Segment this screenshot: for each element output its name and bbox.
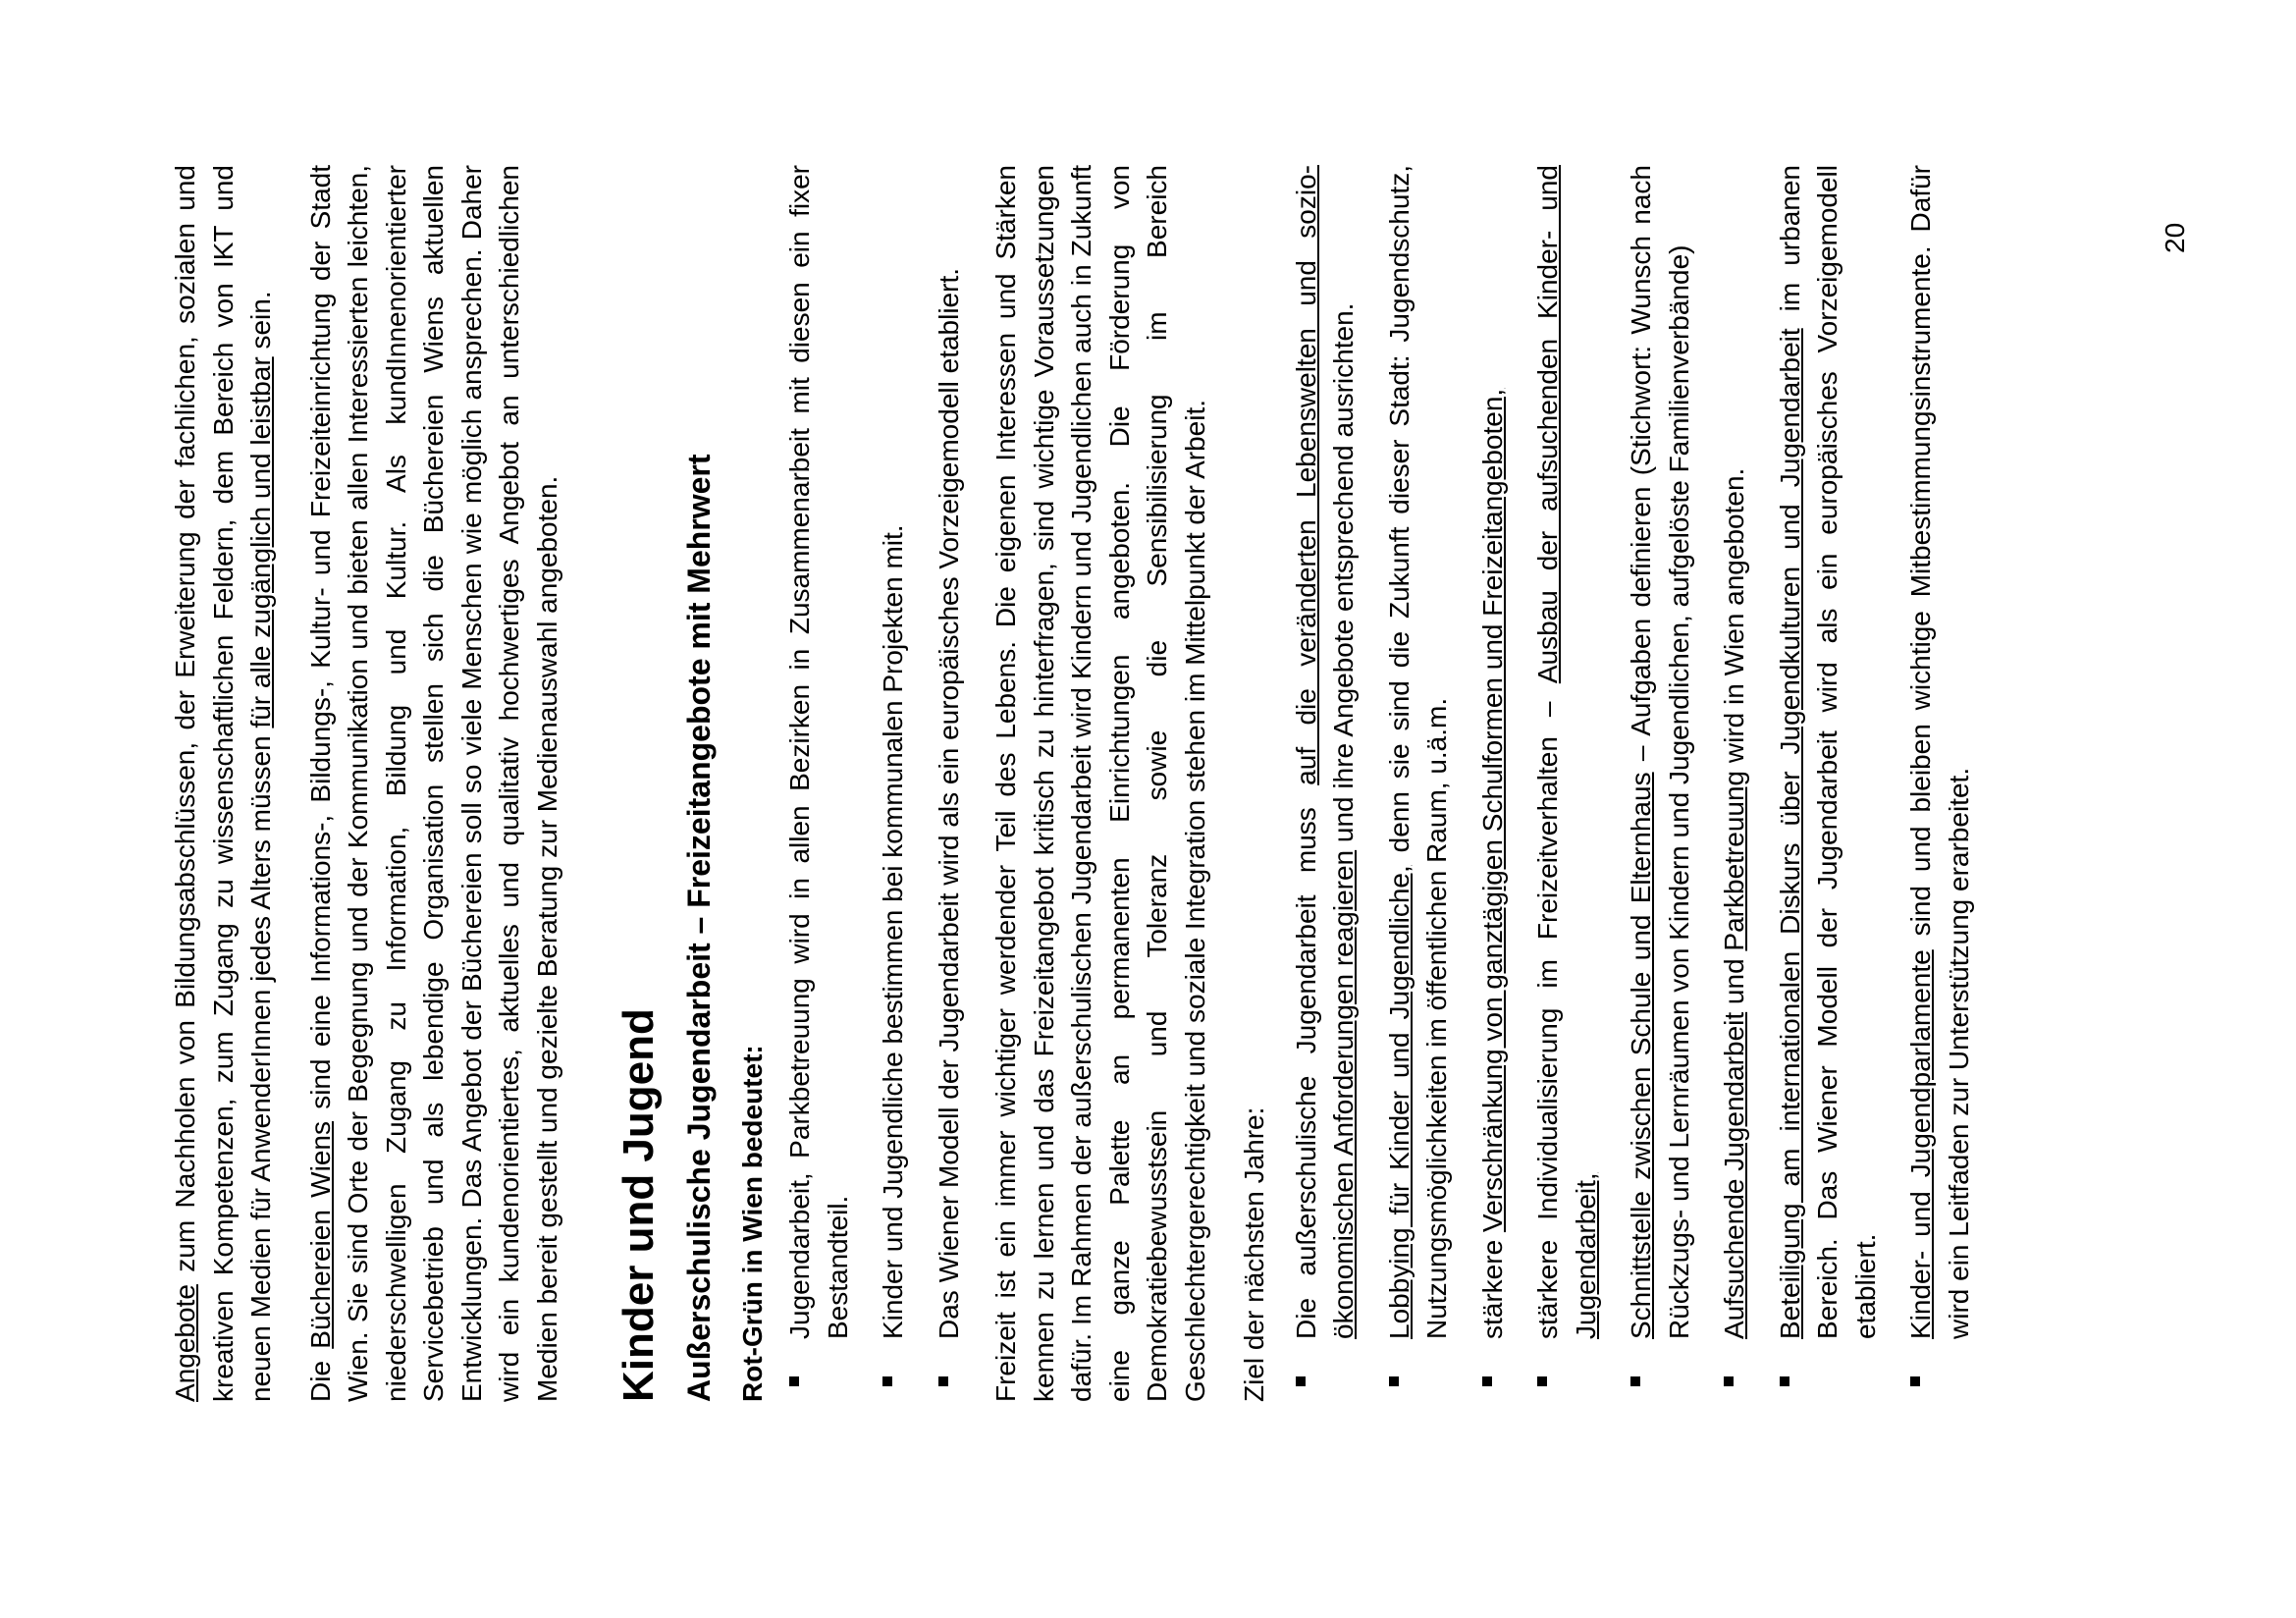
page-content [167, 165, 1998, 1402]
bullet-icon [1910, 1376, 1920, 1386]
underlined-text: Lobbying für Kinder und Jugendliche, [1383, 865, 1415, 1339]
text-run: sind und bleiben wichtige Mitbestimmungsinstrumente. Dafür wird ein Leitfaden zur Unterstützung erarbeitet. [1905, 165, 1974, 1339]
underlined-text: Aufsuchende Jugendarbeit [1719, 1011, 1750, 1339]
list-item [1772, 165, 1886, 1402]
intro-paragraph-1 [167, 165, 281, 1402]
list-item-text: Das Wiener Modell der Jugendarbeit wird als ein europäisches Vorzeigemodell etabliert. [933, 267, 964, 1339]
underlined-text: Parkbetreuung [1719, 770, 1750, 951]
section-subtitle: Außerschulische Jugendarbeit – Freizeitangebote mit Mehrwert [680, 454, 717, 1402]
ziel-heading: Ziel der nächsten Jahre: [1239, 1106, 1270, 1402]
text-run: sein. [245, 291, 276, 357]
section-title: Kinder und Jugend [614, 1008, 663, 1402]
underlined-text: Angebote [170, 1284, 200, 1402]
list-item [781, 165, 857, 1402]
page-number: 20 [2160, 222, 2190, 253]
text-run: wird in Wien angeboten. [1719, 467, 1750, 771]
list-item [875, 165, 913, 1402]
text-run: – Aufgaben definieren (Stichwort: Wunsch nach Rückzugs- und Lernräumen von Kindern und Jugendlichen, aufgelöste Familienverbände) [1626, 165, 1694, 1339]
bullet-icon [1780, 1376, 1789, 1386]
intro-paragraph-2 [302, 165, 567, 1402]
bullet-icon [1537, 1376, 1547, 1386]
bullet-icon [1389, 1376, 1399, 1386]
rotgruen-heading: Rot-Grün in Wien bedeutet: [736, 1045, 768, 1402]
list-item [1902, 165, 1978, 1402]
underlined-text: für alle zugänglich und leistbar [245, 356, 276, 728]
text-run: Die [304, 1348, 336, 1402]
text-run: stärkere [1476, 1232, 1508, 1339]
bullet-icon [882, 1376, 892, 1386]
text-run: stärkere Individualisierung im Freizeitverhalten – [1532, 683, 1564, 1339]
text-run: Die außerschulische Jugendarbeit muss [1290, 784, 1321, 1339]
list-item [931, 165, 969, 1402]
underlined-text: Kinder- und Jugendparlamente [1905, 949, 1937, 1339]
text-run: zum Nachholen von Bildungsabschlüssen, der Erweiterung der fachlichen, sozialen und kreativen Kompetenzen, zum Zugang zu wissenschaftlichen Feldern, dem Bereich von IKT und neuen Medien für AnwenderInnen jedes Alters müssen [170, 165, 276, 1402]
ziel-list [1288, 165, 1979, 1402]
list-item-text: Jugendarbeit, Parkbetreuung wird in allen Bezirken in Zusammenarbeit mit diesen ein fixer Bestandteil. [784, 165, 853, 1339]
bullet-icon [1482, 1376, 1492, 1386]
text-run: im urbanen Bereich. Das Wiener Modell der Jugendarbeit wird als ein europäisches Vorzeigemodell etabliert. [1774, 165, 1881, 1339]
text-run: sind eine Informations-, Bildungs-, Kultur- und Freizeiteinrichtung der Stadt Wien. Sie sind Orte der Begegnung und der Kommunikation und bieten allen Interessierten leichten, niederschwelligen Zugang zu Information, Bildung und Kultur. Als kundInnenorientierter Servicebetrieb und als lebendige Organisation stellen sich die Büchereien Wiens aktuellen Entwicklungen. Das Angebot der Büchereien soll so viele Menschen wie möglich ansprechen. Daher wird ein kundenorientiertes, aktuelles und qualitativ hochwertiges Angebot an unterschiedlichen Medien bereit gestellt und gezielte Beratung zur Medienauswahl angeboten. [304, 165, 562, 1402]
bullet-icon [1630, 1376, 1640, 1386]
list-item [1381, 165, 1457, 1402]
underlined-text: Verschränkung von ganztägigen Schulformen und Freizeitangeboten, [1476, 388, 1508, 1233]
list-item [1474, 165, 1513, 1402]
underlined-text: auf die veränderten Lebenswelten und sozio-ökonomischen Anforderungen reagieren [1290, 165, 1360, 1339]
underlined-text: Schnittstelle zwischen Schule und Elternhaus [1626, 772, 1657, 1339]
bullet-icon [789, 1376, 799, 1386]
text-run: und ihre Angebote entsprechend ausrichten. [1328, 302, 1360, 850]
underlined-text: Beteiligung am internationalen Diskurs über Jugendkulturen und Jugendarbeit [1774, 328, 1805, 1339]
list-item [1529, 165, 1605, 1402]
list-item [1623, 165, 1698, 1402]
underlined-text: Ausbau der aufsuchenden Kinder- und Jugendarbeit, [1532, 165, 1601, 1339]
underlined-text: Büchereien Wiens [304, 1121, 336, 1349]
text-run: und [1719, 950, 1750, 1012]
list-item-text: Kinder und Jugendliche bestimmen bei kommunalen Projekten mit. [878, 524, 909, 1339]
list-item [1288, 165, 1363, 1402]
bullet-icon [1724, 1376, 1734, 1386]
list-item [1716, 165, 1754, 1402]
rotgruen-list [781, 165, 968, 1402]
bullet-icon [938, 1376, 948, 1386]
text-run: denn sie sind die Zukunft dieser Stadt: Jugendschutz, Nutzungsmöglichkeiten im öffentlichen Raum, u.ä.m. [1383, 165, 1453, 1339]
bullet-icon [1296, 1376, 1306, 1386]
freizeit-paragraph: Freizeit ist ein immer wichtiger werdender Teil des Lebens. Die eigenen Interessen und Stärken kennen zu lernen und das Freizeitangebot kritisch zu hinterfragen, sind wichtige Voraussetzungen dafür. Im Rahmen der außerschulischen Jugendarbeit wird Kindern und Jugendlichen auch in Zukunft eine ganze Palette an permanenten Einrichtungen angeboten. Die Förderung von Demokratiebewusstsein und Toleranz sowie die Sensibilisierung im Bereich Geschlechtergerechtigkeit und soziale Integration stehen im Mittelpunkt der Arbeit. [990, 165, 1210, 1402]
